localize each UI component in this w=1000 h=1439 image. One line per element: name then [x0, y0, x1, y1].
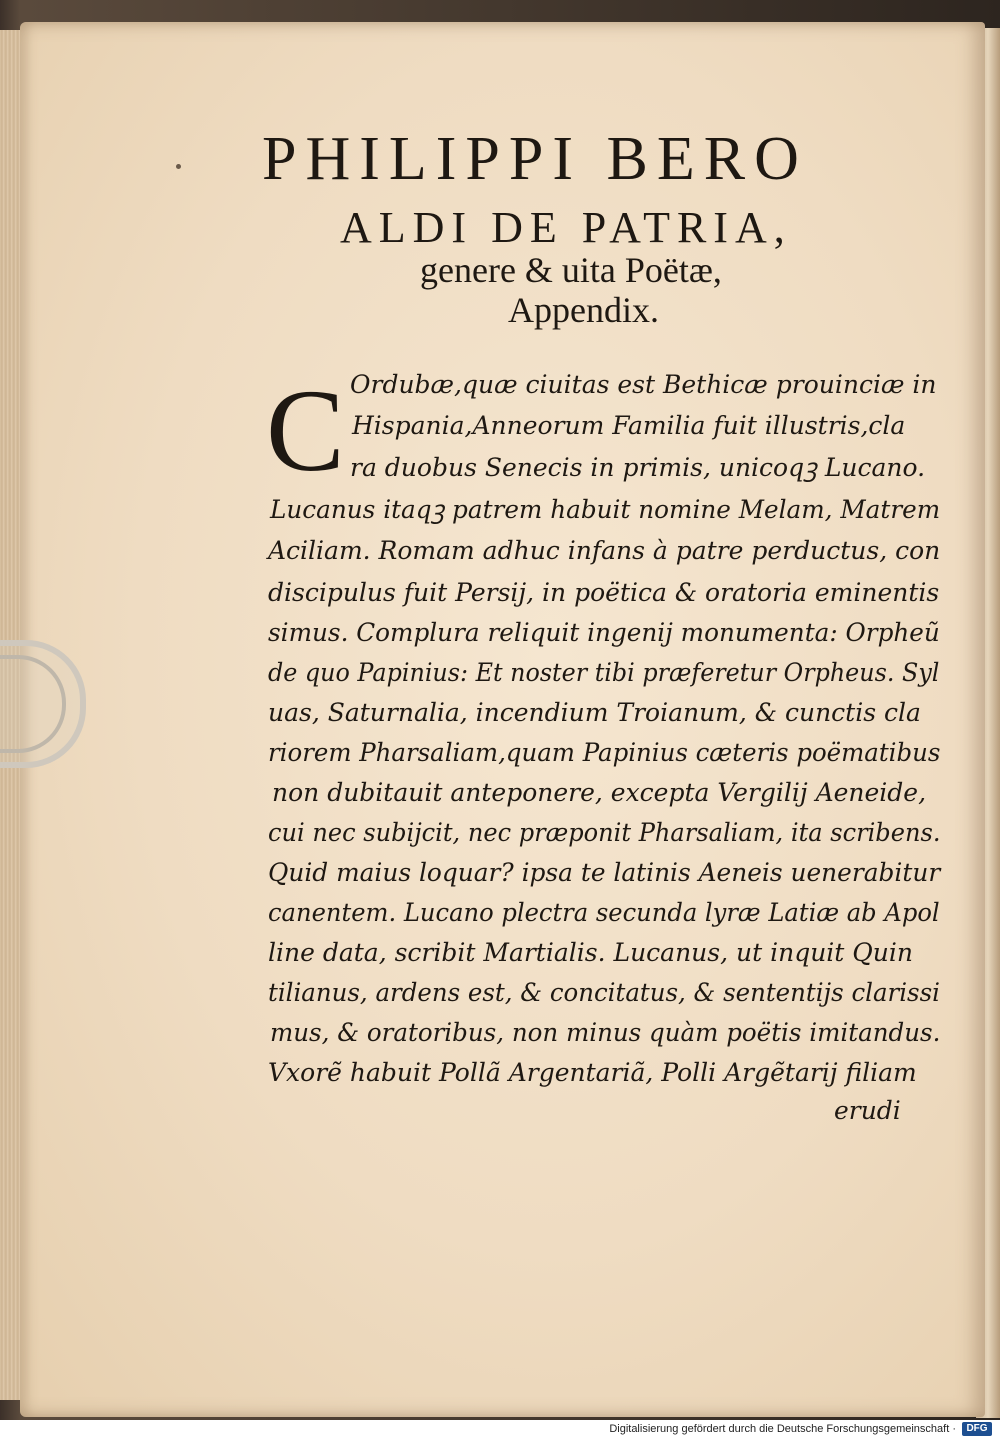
title-line-2: ALDI DE PATRIA, [340, 203, 792, 252]
body-line-6: discipulus fuit Persij, in poëtica & oratoria eminentis [268, 578, 940, 607]
body-line-13: Quid maius loquar? ipsa te latinis Aeneis uenerabitur [268, 858, 941, 887]
body-line-14: canentem. Lucano plectra secunda lyræ Latiæ ab Apol [268, 898, 940, 927]
body-line-16: tilianus, ardens est, & concitatus, & sententijs clarissi [268, 978, 940, 1007]
body-line-7: simus. Complura reliquit ingenij monumenta: Orpheũ [268, 618, 940, 647]
body-line-11: non dubitauit anteponere, excepta Vergilij Aeneide, [272, 778, 927, 807]
body-line-15: line data, scribit Martialis. Lucanus, ut inquit Quin [268, 938, 913, 967]
title-line-3: genere & uita Poëtæ, [420, 250, 722, 290]
title-line-4: Appendix. [508, 290, 659, 330]
catchword: erudi [834, 1096, 901, 1125]
body-line-3: ra duobus Senecis in primis, unicoqꝫ Lucano. [350, 453, 926, 482]
body-line-4: Lucanus itaqꝫ patrem habuit nomine Melam, Matrem [270, 495, 941, 524]
body-line-5: Aciliam. Romam adhuc infans à patre perductus, con [268, 536, 941, 565]
footer-credit: Digitalisierung gefördert durch die Deutsche Forschungsgemeinschaft · [609, 1423, 956, 1435]
title-line-1: PHILIPPI BERO [262, 125, 808, 193]
body-line-2: Hispania,Anneorum Familia fuit illustris,cla [352, 411, 906, 440]
body-line-17: mus, & oratoribus, non minus quàm poëtis imitandus. [270, 1018, 941, 1047]
body-line-8: de quo Papinius: Et noster tibi præferetur Orpheus. Syl [268, 658, 940, 687]
body-line-1: Ordubæ,quæ ciuitas est Bethicæ prouinciæ in [350, 370, 937, 399]
page-speck [176, 164, 181, 169]
body-line-10: riorem Pharsaliam,quam Papinius cæteris poëmatibus [268, 738, 941, 767]
footer-bar [0, 1420, 1000, 1439]
drop-cap-initial: C [266, 365, 345, 496]
body-line-9: uas, Saturnalia, incendium Troianum, & cunctis cla [268, 698, 921, 727]
body-line-12: cui nec subijcit, nec præponit Pharsaliam, ita scribens. [268, 818, 941, 847]
dfg-logo-icon[interactable]: DFG [962, 1422, 992, 1436]
body-line-18: Vxorẽ habuit Pollã Argentariã, Polli Argẽtarij filiam [268, 1058, 917, 1087]
